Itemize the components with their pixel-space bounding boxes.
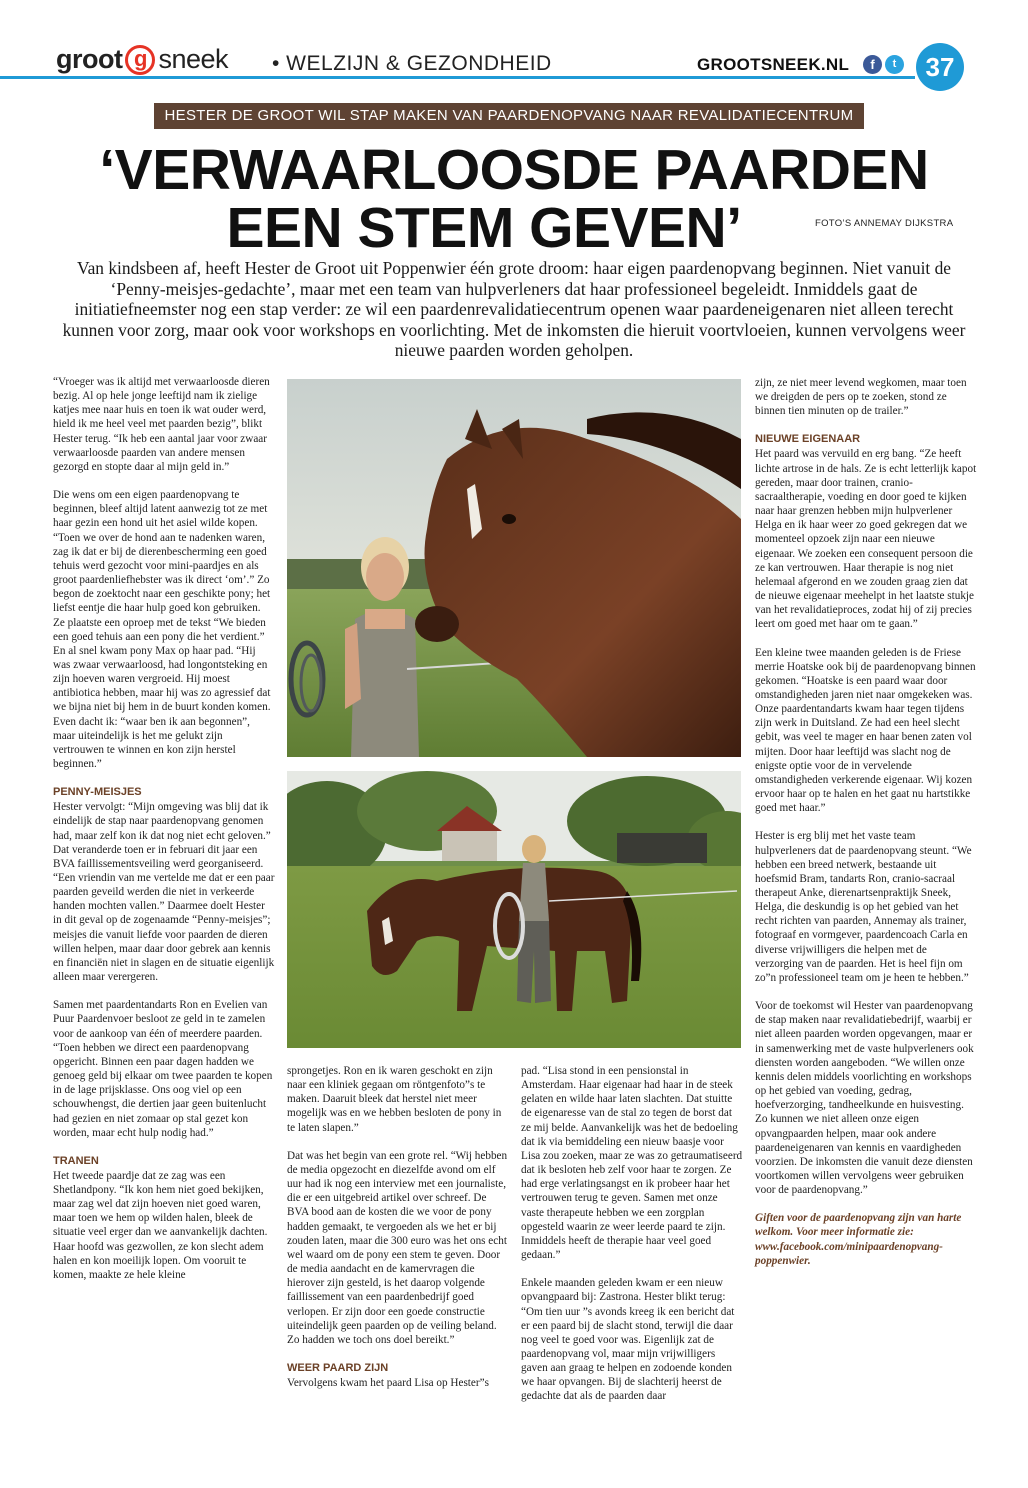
logo-mark-icon: g [125,45,155,75]
section-label: • WELZIJN & GEZONDHEID [272,52,552,75]
photo-woman-leading-horse [287,771,741,1048]
paragraph: zijn, ze niet meer levend wegkomen, maar toen we dreigden de pers op te zoeken, stond ze binnen tien minuten op de trailer.” [755,377,967,418]
headline-line-2: EEN STEM GEVEN’ [226,196,742,260]
twitter-icon[interactable]: t [885,55,904,74]
paragraph: Dat was het begin van een grote rel. “Wij hebben de media opgezocht en diezelfde avond om elf uur had ik nog een interview met een journaliste, die er een uitgebreid artikel over schreef. De BVA bood aan de kosten die we voor de pony hadden gemaakt, te vergoeden als we het er bij zouden laten, maar die 300 euro was het ons echt wel waard om de pony een stem te geven. Door de media aandacht en de kamervragen die hierover zijn gesteld, is het daarop volgende faillissement van een paardenbedrijf goed verlopen. Er zijn door een goede constructie uiteindelijk geen paarden op de veiling beland. Zo hadden we toch ons doel bereikt.” [287,1149,508,1346]
column-3 [521,1064,743,1418]
logo[interactable] [56,44,228,75]
subheading: NIEUWE EIGENAAR [755,433,861,446]
logo-sneek: sneek [158,44,229,74]
paragraph: Hester is erg blij met het vaste team hulpverleners dat de paardenopvang steunt. “We hebben een breed netwerk, bestaande uit hoefsmid Bram, tandarts Ron, cranio-sacraal therapeut Anke, dierenartsenpraktijk Sneek, Helga, die deskundig is op het gebied van het recht richten van paarden, Annemay als trainer, fotograaf en vormgever, paardencoach Carla en diverse vrijwilligers die helpen met de verzorging van de paarden. Het is heel fijn om zo”n professioneel team om je heen te hebben.” [755,830,972,984]
paragraph: Die wens om een eigen paardenopvang te beginnen, bleef altijd latent aanwezig tot ze met haar gezin een hond uit het asiel wilde kopen. “Toen we over de hond aan te nadenken waren, zag ik dat er bij de dierenbescherming een goed tehuis werd gezocht voor mini-paardjes en als groot paardenliefhebster was ik direct ‘om’.” Zo begon de zoektocht naar een geschikte pony; het liefst eentje die haar hulp goed kon gebruiken. Ze plaatste een oproep met de tekst “We bieden een goed tehuis aan een pony die het verdient.” En al snel kwam pony Max op haar pad. “Hij was zwaar verwaarloosd, had longontsteking en zijn hoeven waren vergroeid. Hij moest antibiotica hebben, maar hij was zo agressief dat we bijna niet bij hem in de buurt konden komen. Even dacht ik: “waar ben ik aan begonnen”, maar uiteindelijk is het me gelukt zijn vertrouwen te winnen en kon zijn herstel beginnen.” [53,489,271,771]
paragraph: Het paard was vervuild en erg bang. “Ze heeft lichte artrose in de hals. Ze is echt letterlijk kapot gereden, maar door trainen, cranio-sacraaltherapie, voeding en door goed te kijken naar haar grenzen hebben mijn hulpverlener Helga en ik haar weer zo goed gekregen dat we momenteel opzoek zijn naar een nieuwe eigenaar. We zoeken een consequent persoon die ze kan vertrouwen. Haar therapie is nog niet helemaal afgerond en we zouden graag zien dat de nieuwe eigenaar meehelpt in het laatste stukje van het revalidatieproces, zodat hij of zij precies leert om goed met haar om te gaan.” [755,448,977,631]
lead-paragraph: Van kindsbeen af, heeft Hester de Groot uit Poppenwier één grote droom: haar eigen paardenopvang beginnen. Niet vanuit de ‘Penny-meisjes-gedachte’, maar met een team van hulpverleners dat haar professioneel begeleidt. Inmiddels gaat de initiatiefneemster nog een stap verder: ze wil een paardenrevalidatiecentrum openen waar paardeneigenaren niet alleen terecht kunnen voor zorg, maar ook voor workshops en voorlichting. Met de inkomsten die hieruit voortvloeien, kunnen vervolgens weer nieuwe paarden worden geholpen. [62,258,966,361]
logo-groot: groot [56,44,123,74]
donation-call-to-action[interactable]: Giften voor de paardenopvang zijn van harte welkom. Voor meer informatie zie: www.facebook.com/minipaardenopvang-poppenwier. [755,1212,962,1267]
page-header [0,40,1028,92]
facebook-icon[interactable]: f [863,55,882,74]
paragraph: Hester vervolgt: “Mijn omgeving was blij dat ik eindelijk de stap naar paardenopvang genomen had, maar zelf kon ik dat nog niet echt geloven.” Dat veranderde toen er in februari dit jaar een BVA faillissementsveiling werd georganiseerd. “Een vriendin van me vertelde me dat er een paar paarden geveild werden die niet in verkeerde handen mochten vallen.” Daarmee doelt Hester in dit geval op de zogenaamde “Penny-meisjes”; meisjes die vanuit liefde voor paarden de dieren willen helpen, maar daar door gebrek aan kennis en financiën niet in slagen en de situatie eigenlijk alleen maar verergeren. [53,801,275,984]
subheading: TRANEN [53,1154,99,1167]
photo-woman-with-horse [287,379,741,757]
photo-credit: FOTO’S ANNEMAY DIJKSTRA [815,218,954,229]
paragraph: Voor de toekomst wil Hester van paardenopvang de stap maken naar revalidatiebedrijf, waarbij er niet alleen paarden worden opgevangen, maar er in samenwerking met de vaste hulpverleners ook diensten worden aangeboden. “We willen onze kennis delen middels voorlichting en workshops op het gebied van voeding, gedrag, hoefverzorging, tandheelkunde en huisvesting. Zo kunnen we niet alleen onze eigen opvangpaarden helpen, maar ook andere paardeneigenaren van kennis en vaardigheden voorzien. De inkomsten die vanuit deze diensten voortkomen willen vervolgens weer gebruiken voor de paardenopvang.” [755,1000,974,1197]
paragraph: “Vroeger was ik altijd met verwaarloosde dieren bezig. Al op hele jonge leeftijd nam ik zielige katjes mee naar huis en toen ik wat ouder werd, hield ik me heel veel met paarden bezig”, blikt Hester terug. “Ik heb een aantal jaar voor zwaar verwaarloosde paarden van andere mensen gezorgd en stopte daar al mijn geld in.” [53,376,270,473]
paragraph: Een kleine twee maanden geleden is de Friese merrie Hoatske ook bij de paardenopvang binnen gekomen. “Hoatske is een paard waar door omstandigheden jaren niet naar omgekeken was. Onze paardentandarts kwam haar tegen tijdens zijn werk in Duitsland. Ze had een heel slecht gebit, was veel te mager en haar benen zaten vol mijten. Door haar leeftijd was slacht nog de enigste optie voor de in vervelende omstandigheden verkerende eigenaar. Wij kozen ervoor haar op te halen en het gaat nu hartstikke goed met haar.” [755,646,976,815]
site-link[interactable]: GROOTSNEEK.NL [697,55,850,74]
column-2 [287,1064,509,1404]
headline-line-1: ‘VERWAARLOOSDE PAARDEN [99,138,929,202]
paragraph: pad. “Lisa stond in een pensionstal in Amsterdam. Haar eigenaar had haar in de steek gelaten en wilde haar laten slachten. Dat stuitte de eigenaresse van de stal zo tegen de borst dat ze mij belde. Aanvankelijk was het de bedoeling dat ik via bemiddeling een nieuw baasje voor Lisa zou zoeken, maar ze was zo getraumatiseerd dat ik besloten heb zelf voor haar te zorgen. Ze had erge verlatingsangst en ik probeer haar het vertrouwen terug te geven. Samen met onze vaste therapeute hebben we een zorgplan opgesteld waarin ze weer leerde paard te zijn. Inmiddels heeft de therapie haar veel goed gedaan.” [521,1065,743,1262]
subheading: WEER PAARD ZIJN [287,1361,389,1374]
header-rule [0,76,915,79]
kicker: HESTER DE GROOT WIL STAP MAKEN VAN PAARDENOPVANG NAAR REVALIDATIECENTRUM [154,103,864,129]
paragraph: Vervolgens kwam het paard Lisa op Hester”s [287,1376,489,1389]
subheading: PENNY-MEISJES [53,786,142,799]
paragraph: Het tweede paardje dat ze zag was een Shetlandpony. “Ik kon hem niet goed bekijken, maar zag wel dat zijn hoeven niet goed waren, maar toen we hem op wilden halen, bleek de situatie veel erger dan we aanvankelijk dachten. Haar hoofd was gezwollen, ze kon slecht adem halen en kon moeilijk lopen. Om vooruit te komen, maakte ze hele kleine [53,1169,268,1281]
paragraph: Enkele maanden geleden kwam er een nieuw opvangpaard bij: Zastrona. Hester blikt terug: “Om tien uur ”s avonds kreeg ik een bericht dat er een paard bij de slacht stond, terwijl die daar nog veel te goed voor was. Eigenlijk zat de paardenopvang vol, maar mijn vrijwilligers gaven aan graag te helpen en zodoende konden we haar opvangen. Bij de slachterij heerst de gedachte dat als de paarden daar [521,1277,735,1403]
page-number: 37 [916,43,964,91]
paragraph: sprongetjes. Ron en ik waren geschokt en zijn naar een kliniek gegaan om röntgenfoto”s te maken. Daaruit bleek dat herstel niet meer mogelijk was en we hebben besloten de pony in te laten slapen.” [287,1065,502,1134]
horse-portrait-image [287,379,741,757]
meadow-image [287,771,741,1048]
column-4 [755,376,977,1282]
column-1 [53,375,275,1296]
paragraph: Samen met paardentandarts Ron en Evelien van Puur Paardenvoer besloot ze geld in te zamelen voor de aankoop van één of meerdere paarden. “Toen hebben we direct een paardenopvang opgericht. Binnen een paar dagen hadden we genoeg geld bij elkaar om twee paarden te kopen in de lage prijsklasse. Ons oog viel op een schouwhengst, die dertien jaar geen buitenlucht had gezien en niet zomaar op stal gezet kon worden, maar echt hulp nodig had.” [53,999,273,1139]
